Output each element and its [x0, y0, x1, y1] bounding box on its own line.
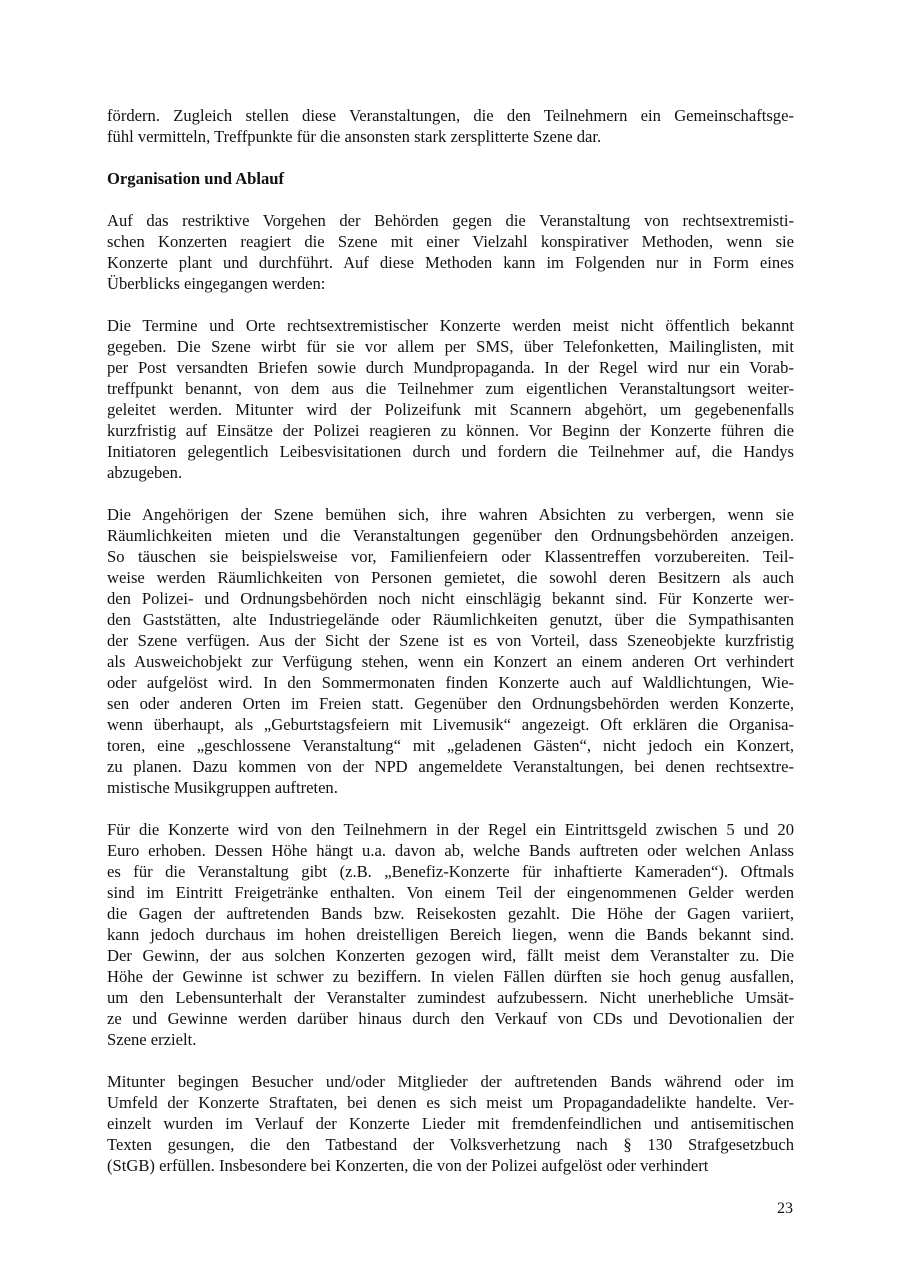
text-line: der Szene verfügen. Aus der Sicht der Szene ist es von Vorteil, dass Szeneobjekte kurzfristig	[107, 631, 794, 650]
text-line: fühl vermitteln, Treffpunkte für die ansonsten stark zersplitterte Szene dar.	[107, 127, 602, 146]
text-line: wenn überhaupt, als „Geburtstagsfeiern mit Livemusik“ angezeigt. Oft erklären die Organisa-	[107, 715, 794, 734]
text-line: oder aufgelöst wird. In den Sommermonaten finden Konzerte auch auf Waldlichtungen, Wie-	[107, 673, 794, 692]
text-line: Der Gewinn, der aus solchen Konzerten gezogen wird, fällt meist dem Veranstalter zu. Die	[107, 946, 794, 965]
text-line: Euro erhoben. Dessen Höhe hängt u.a. davon ab, welche Bands auftreten oder welchen Anlass	[107, 841, 794, 860]
text-line: abzugeben.	[107, 463, 183, 482]
text-line: weise werden Räumlichkeiten von Personen gemietet, die sowohl deren Besitzern als auch	[107, 568, 794, 587]
text-line: Die Termine und Orte rechtsextremistischer Konzerte werden meist nicht öffentlich bekannt	[107, 316, 794, 335]
text-line: fördern. Zugleich stellen diese Veranstaltungen, die den Teilnehmern ein Gemeinschaftsge-	[107, 106, 794, 125]
paragraph-entry-fees	[107, 819, 794, 1050]
paragraph-offences	[107, 1071, 794, 1176]
text-line: Für die Konzerte wird von den Teilnehmern in der Regel ein Eintrittsgeld zwischen 5 und 20	[107, 820, 794, 839]
text-line: ze und Gewinne werden darüber hinaus durch den Verkauf von CDs und Devotionalien der	[107, 1009, 794, 1028]
page-body	[107, 105, 794, 1197]
text-line: zu planen. Dazu kommen von der NPD angemeldete Veranstaltungen, bei denen rechtsextre-	[107, 757, 794, 776]
text-line: einzelt wurden im Verlauf der Konzerte Lieder mit fremdenfeindlichen und antisemitischen	[107, 1114, 794, 1133]
section-heading: Organisation und Ablauf	[107, 169, 285, 188]
text-line: Umfeld der Konzerte Straftaten, bei denen es sich meist um Propagandadelikte handelte. Ver-	[107, 1093, 794, 1112]
paragraph-methods-overview	[107, 210, 794, 294]
text-line: um den Lebensunterhalt der Veranstalter zumindest aufzubessern. Nicht unerhebliche Umsät-	[107, 988, 794, 1007]
text-line: (StGB) erfüllen. Insbesondere bei Konzerten, die von der Polizei aufgelöst oder verhindert	[107, 1156, 709, 1175]
page-number: 23	[777, 1200, 793, 1217]
text-line: gegeben. Die Szene wirbt für sie vor allem per SMS, über Telefonketten, Mailinglisten, mit	[107, 337, 794, 356]
text-line: als Ausweichobjekt zur Verfügung stehen, wenn ein Konzert an einem anderen Ort verhindert	[107, 652, 794, 671]
text-line: Die Angehörigen der Szene bemühen sich, ihre wahren Absichten zu verbergen, wenn sie	[107, 505, 794, 524]
text-line: treffpunkt benannt, von dem aus die Teilnehmer zum eigentlichen Veranstaltungsort weiter-	[107, 379, 794, 398]
intro-paragraph	[107, 105, 794, 147]
text-line: toren, eine „geschlossene Veranstaltung“ mit „geladenen Gästen“, nicht jedoch ein Konzert,	[107, 736, 794, 755]
text-line: Auf das restriktive Vorgehen der Behörden gegen die Veranstaltung von rechtsextremisti-	[107, 211, 794, 230]
text-line: schen Konzerten reagiert die Szene mit einer Vielzahl konspirativer Methoden, wenn sie	[107, 232, 794, 251]
text-line: es für die Veranstaltung gibt (z.B. „Benefiz-Konzerte für inhaftierte Kameraden“). Oftmals	[107, 862, 794, 881]
text-line: geleitet werden. Mitunter wird der Polizeifunk mit Scannern abgehört, um gegebenenfalls	[107, 400, 794, 419]
text-line: Texten gesungen, die den Tatbestand der Volksverhetzung nach § 130 Strafgesetzbuch	[107, 1135, 794, 1154]
text-line: den Gaststätten, alte Industriegelände oder Räumlichkeiten genutzt, über die Sympathisanten	[107, 610, 794, 629]
paragraph-dates-locations	[107, 315, 794, 483]
text-line: die Gagen der auftretenden Bands bzw. Reisekosten gezahlt. Die Höhe der Gagen variiert,	[107, 904, 794, 923]
text-line: Initiatoren gelegentlich Leibesvisitationen durch und fordern die Teilnehmer auf, die Handys	[107, 442, 794, 461]
text-line: sen oder anderen Orten im Freien statt. Gegenüber den Ordnungsbehörden werden Konzerte,	[107, 694, 794, 713]
text-line: kann jedoch durchaus im hohen dreistelligen Bereich liegen, wenn die Bands bekannt sind.	[107, 925, 794, 944]
text-line: kurzfristig auf Einsätze der Polizei reagieren zu können. Vor Beginn der Konzerte führen die	[107, 421, 794, 440]
text-line: Überblicks eingegangen werden:	[107, 274, 326, 293]
paragraph-concealment	[107, 504, 794, 798]
text-line: sind im Eintritt Freigetränke enthalten. Von einem Teil der eingenommenen Gelder werden	[107, 883, 794, 902]
text-line: Räumlichkeiten mieten und die Veranstaltungen gegenüber den Ordnungsbehörden anzeigen.	[107, 526, 794, 545]
text-line: Mitunter begingen Besucher und/oder Mitglieder der auftretenden Bands während oder im	[107, 1072, 794, 1091]
text-line: So täuschen sie beispielsweise vor, Familienfeiern oder Klassentreffen vorzubereiten. Teil-	[107, 547, 794, 566]
text-line: den Polizei- und Ordnungsbehörden noch nicht einschlägig bekannt sind. Für Konzerte wer-	[107, 589, 794, 608]
text-line: Höhe der Gewinne ist schwer zu beziffern. In vielen Fällen dürften sie hoch genug ausfallen,	[107, 967, 794, 986]
text-line: per Post versandten Briefen sowie durch Mundpropaganda. In der Regel wird nur ein Vorab-	[107, 358, 794, 377]
text-line: Szene erzielt.	[107, 1030, 197, 1049]
text-line: Konzerte plant und durchführt. Auf diese Methoden kann im Folgenden nur in Form eines	[107, 253, 794, 272]
text-line: mistische Musikgruppen auftreten.	[107, 778, 338, 797]
